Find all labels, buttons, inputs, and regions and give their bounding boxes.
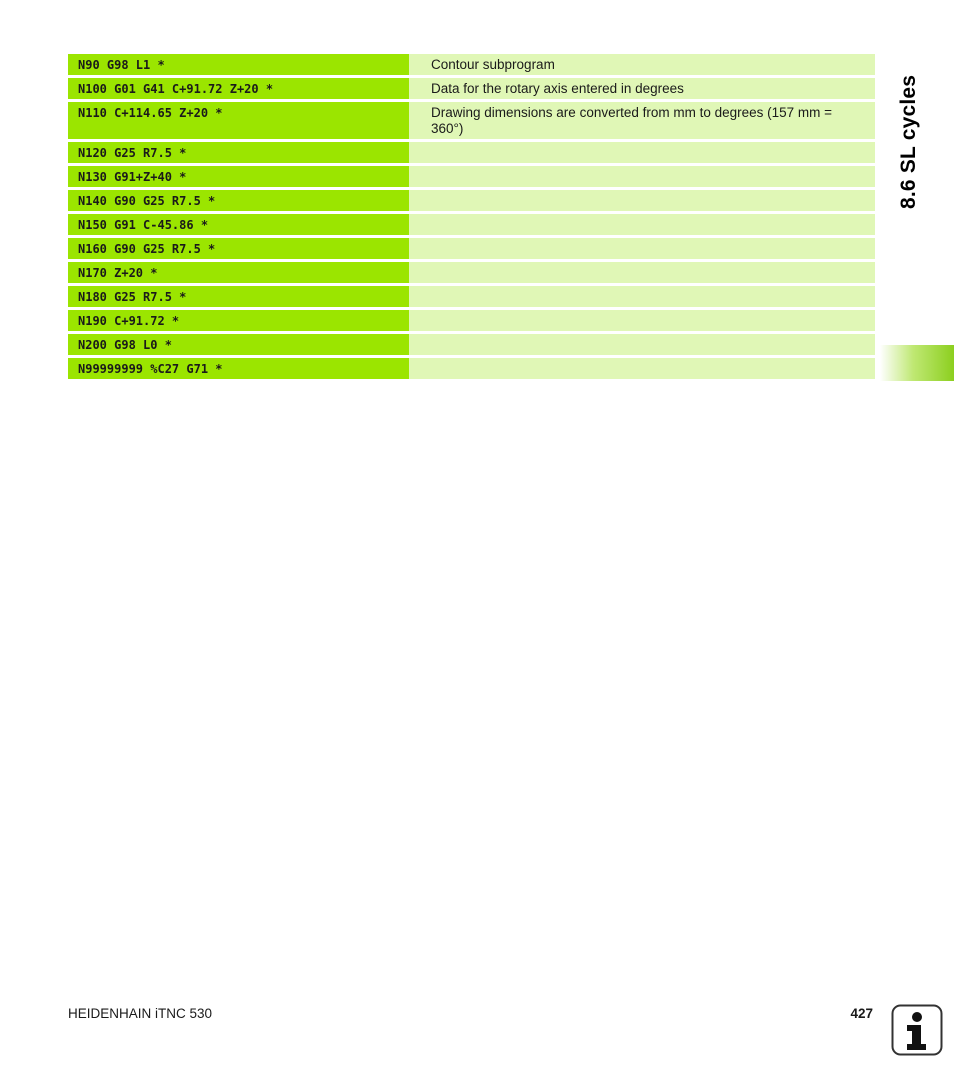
nc-code-cell: N90 G98 L1 * <box>68 54 409 75</box>
table-row <box>68 166 875 187</box>
nc-code-cell: N160 G90 G25 R7.5 * <box>68 238 409 259</box>
nc-code-cell: N100 G01 G41 C+91.72 Z+20 * <box>68 78 409 99</box>
description-cell <box>409 238 875 259</box>
info-icon <box>891 1004 943 1056</box>
nc-code-cell: N170 Z+20 * <box>68 262 409 283</box>
table-row <box>68 78 875 99</box>
nc-code-cell: N180 G25 R7.5 * <box>68 286 409 307</box>
section-title-tab <box>895 54 925 209</box>
table-row <box>68 334 875 355</box>
nc-program-table <box>68 54 875 382</box>
nc-code-cell: N99999999 %C27 G71 * <box>68 358 409 379</box>
description-cell <box>409 166 875 187</box>
nc-code-cell: N150 G91 C-45.86 * <box>68 214 409 235</box>
description-cell: Drawing dimensions are converted from mm to degrees (157 mm = 360°) <box>409 102 875 139</box>
description-cell: Contour subprogram <box>409 54 875 75</box>
section-title: 8.6 SL cycles <box>897 74 920 209</box>
nc-code-cell: N130 G91+Z+40 * <box>68 166 409 187</box>
description-cell <box>409 310 875 331</box>
table-row <box>68 286 875 307</box>
nc-code-cell: N120 G25 R7.5 * <box>68 142 409 163</box>
table-row <box>68 358 875 379</box>
table-row <box>68 102 875 139</box>
footer-brand: HEIDENHAIN iTNC 530 <box>68 1006 213 1021</box>
nc-code-cell: N140 G90 G25 R7.5 * <box>68 190 409 211</box>
nc-code-cell: N190 C+91.72 * <box>68 310 409 331</box>
table-row <box>68 190 875 211</box>
table-row <box>68 238 875 259</box>
description-cell <box>409 334 875 355</box>
description-cell <box>409 262 875 283</box>
chapter-marker-tab <box>880 345 954 381</box>
description-cell <box>409 190 875 211</box>
page-number: 427 <box>850 1006 873 1021</box>
description-cell <box>409 358 875 379</box>
nc-code-cell: N200 G98 L0 * <box>68 334 409 355</box>
table-row <box>68 262 875 283</box>
description-cell: Data for the rotary axis entered in degrees <box>409 78 875 99</box>
table-row <box>68 310 875 331</box>
description-cell <box>409 142 875 163</box>
table-row <box>68 214 875 235</box>
table-row <box>68 142 875 163</box>
description-cell <box>409 214 875 235</box>
table-row <box>68 54 875 75</box>
description-cell <box>409 286 875 307</box>
nc-code-cell: N110 C+114.65 Z+20 * <box>68 102 409 139</box>
